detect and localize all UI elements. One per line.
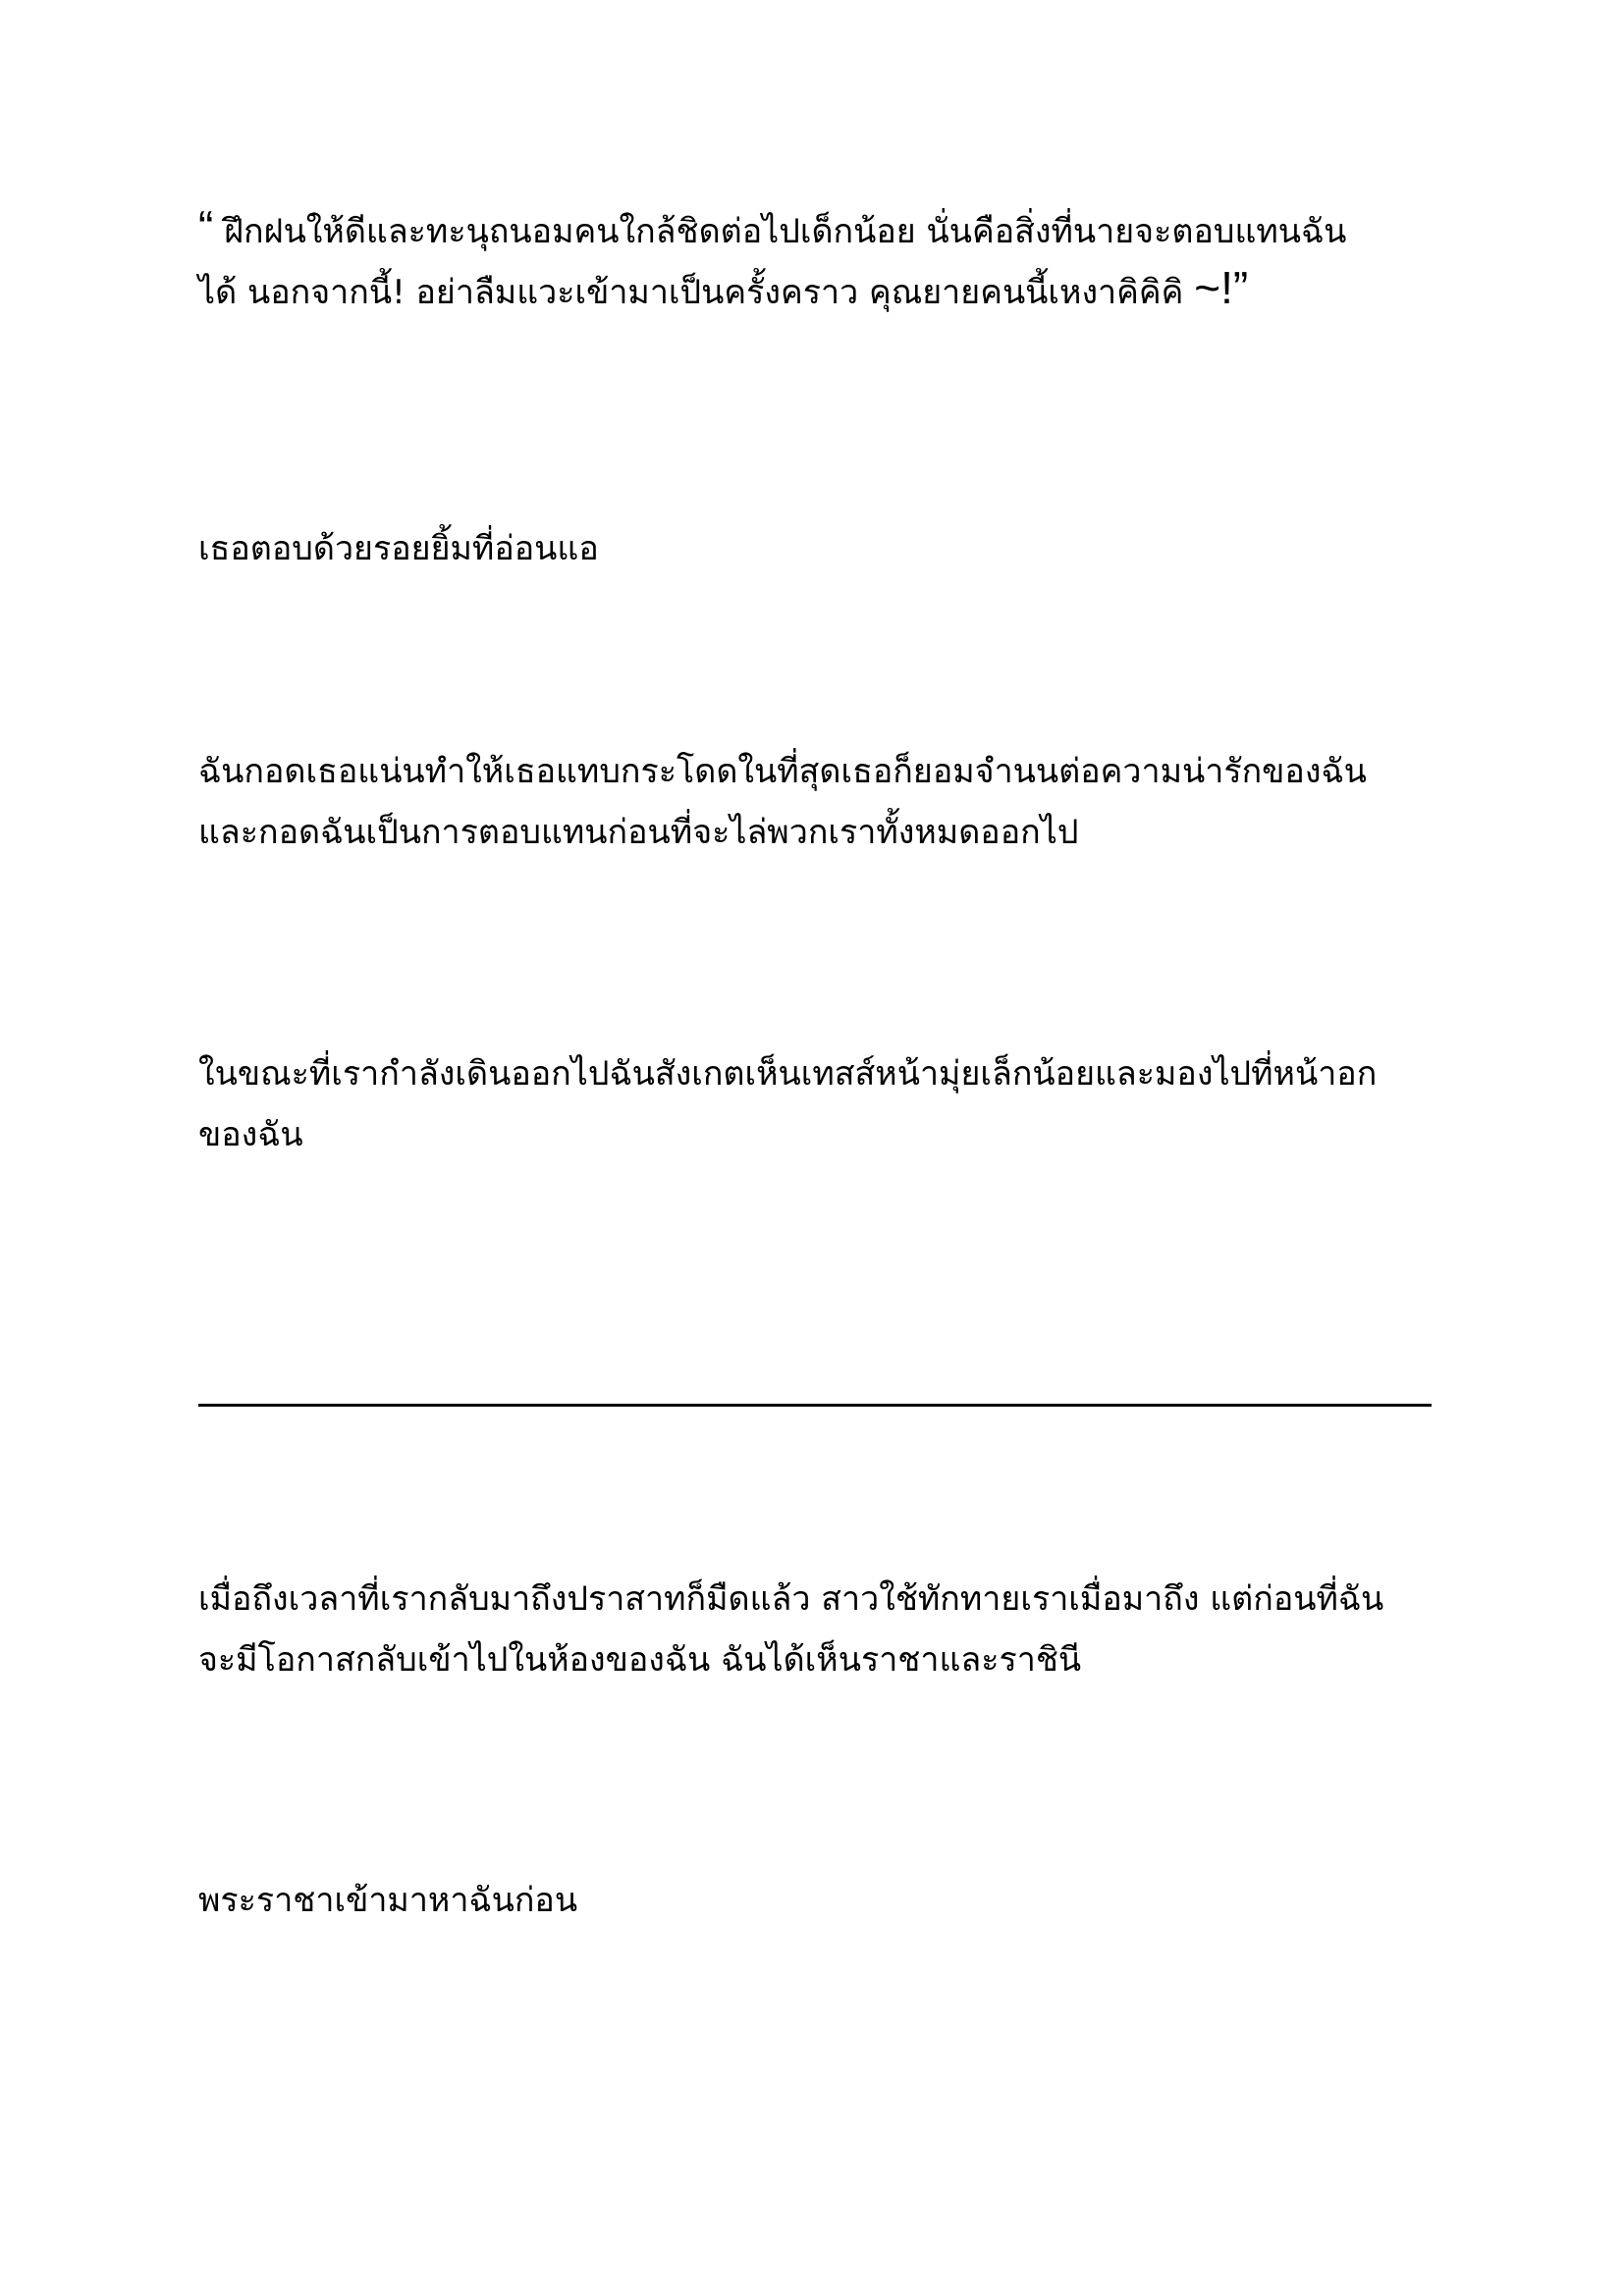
text-line: และกอดฉันเป็นการตอบแทนก่อนที่จะไล่พวกเราทั้งหมดออกไป [198,813,1079,852]
section-divider [198,1404,1432,1407]
line-text: ฝึกฝนให้ดีและทะนุถนอมคนใกล้ชิดต่อไปเด็กน้อย นั่นคือสิ่งที่นายจะตอบแทนฉัน [213,212,1347,251]
paragraph-castle-return [198,1569,1437,1690]
text-line: ของฉัน [198,1115,303,1154]
paragraph-tess-pout [198,1043,1437,1165]
line-text: ได้ นอกจากนี้! อย่าลืมแวะเข้ามาเป็นครั้งคราว คุณยายคนนี้เหงาคิคิคิ [198,273,1195,312]
paragraph-weak-smile [198,518,1437,579]
text-line: ฉันกอดเธอแน่นทำให้เธอแทบกระโดดในที่สุดเธอก็ยอมจำนนต่อความน่ารักของฉัน [198,752,1367,791]
quote-tail: ~!” [1194,262,1249,313]
open-quote-mark: “ [198,201,214,252]
text-line [198,257,1437,318]
paragraph-hug [198,741,1437,863]
text-line [198,196,1437,257]
paragraph-king-approaches [198,1870,1437,1931]
text-line: จะมีโอกาสกลับเข้าไปในห้องของฉัน ฉันได้เห็นราชาและราชินี [198,1640,1082,1680]
text-line: พระราชาเข้ามาหาฉันก่อน [198,1881,578,1920]
text-line: เมื่อถึงเวลาที่เรากลับมาถึงปราสาทก็มืดแล้ว สาวใช้ทักทายเราเมื่อมาถึง แต่ก่อนที่ฉัน [198,1579,1384,1619]
text-line: ในขณะที่เรากำลังเดินออกไปฉันสังเกตเห็นเทสส์หน้ามุ่ยเล็กน้อยและมองไปที่หน้าอก [198,1054,1378,1094]
text-line: เธอตอบด้วยรอยยิ้มที่อ่อนแอ [198,529,599,568]
paragraph-grandma-quote [198,196,1437,318]
